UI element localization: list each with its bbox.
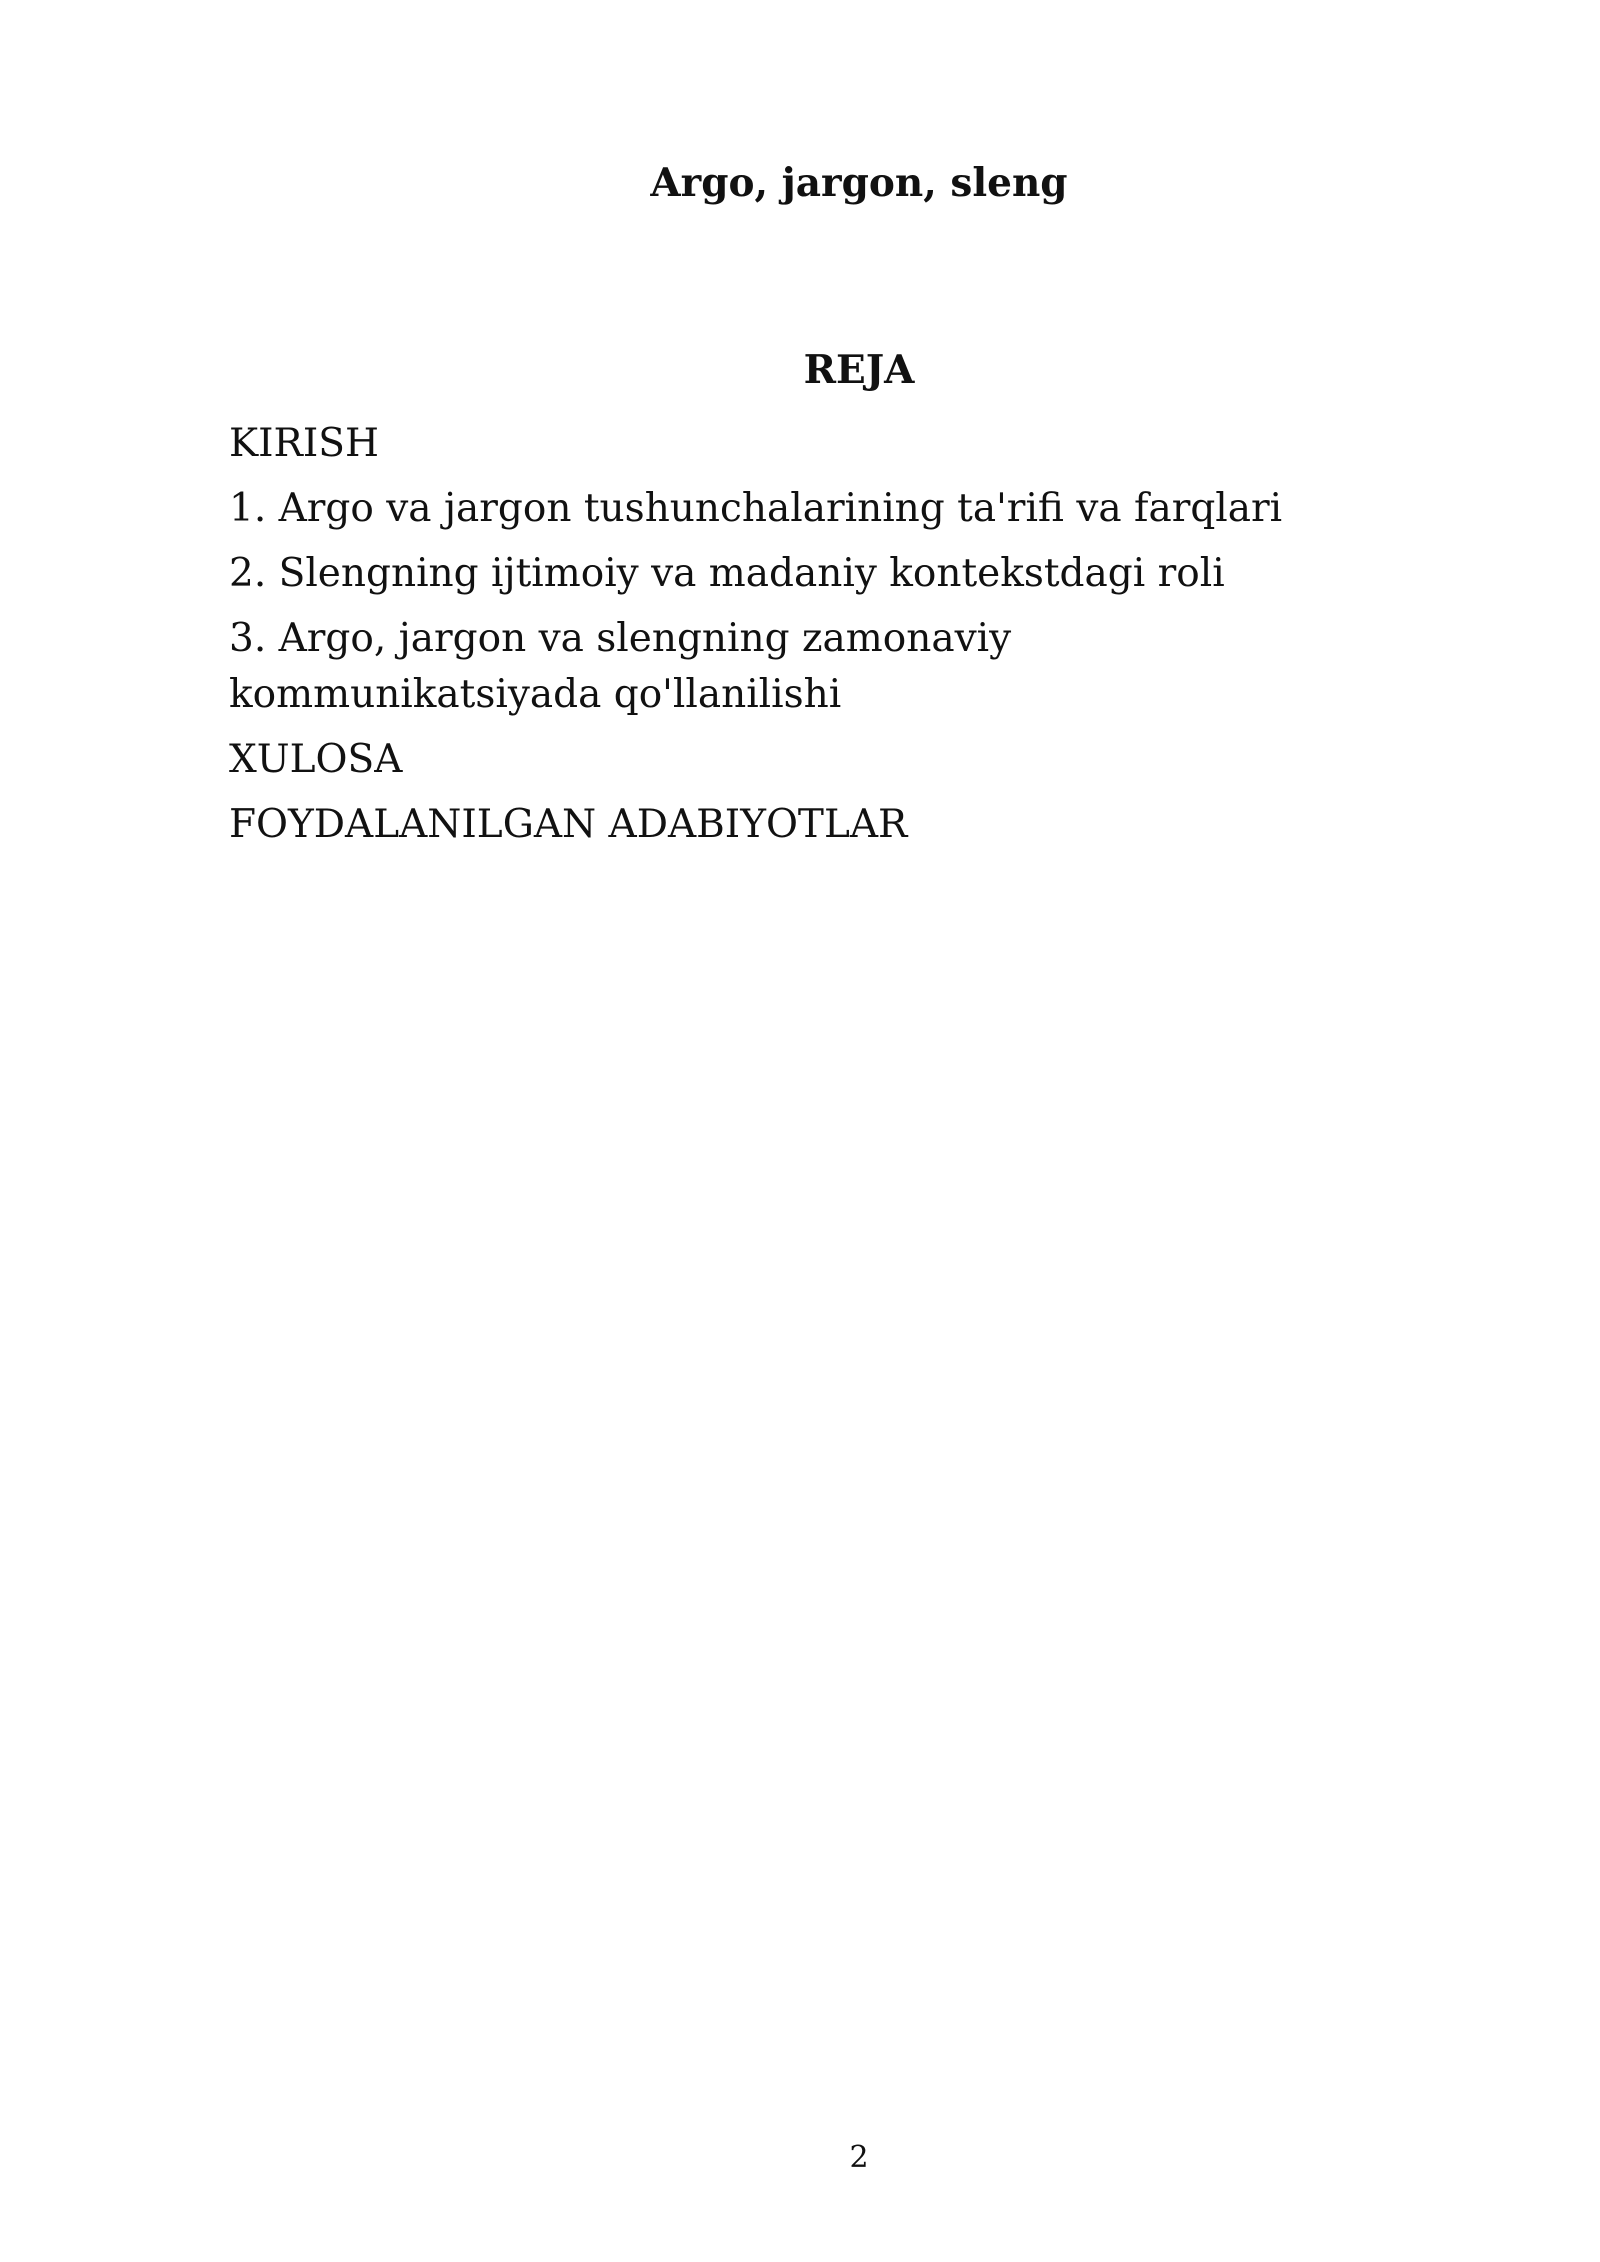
plan-item-1: 1. Argo va jargon tushunchalarining ta'rifi va farqlari [229, 486, 1283, 531]
plan-item-2: 2. Slengning ijtimoiy va madaniy kontekstdagi roli [229, 551, 1225, 596]
plan-item-introduction: KIRISH [229, 421, 380, 466]
plan-heading: REJA [803, 347, 915, 393]
document-title: Argo, jargon, sleng [650, 160, 1068, 206]
plan-item-references: FOYDALANILGAN ADABIYOTLAR [229, 802, 908, 847]
page-number: 2 [849, 2140, 869, 2175]
plan-item-conclusion: XULOSA [229, 737, 403, 782]
plan-list [229, 416, 1389, 862]
plan-item-3: 3. Argo, jargon va slengning zamonaviy kommunikatsiyada qo'llanilishi [229, 616, 1012, 717]
